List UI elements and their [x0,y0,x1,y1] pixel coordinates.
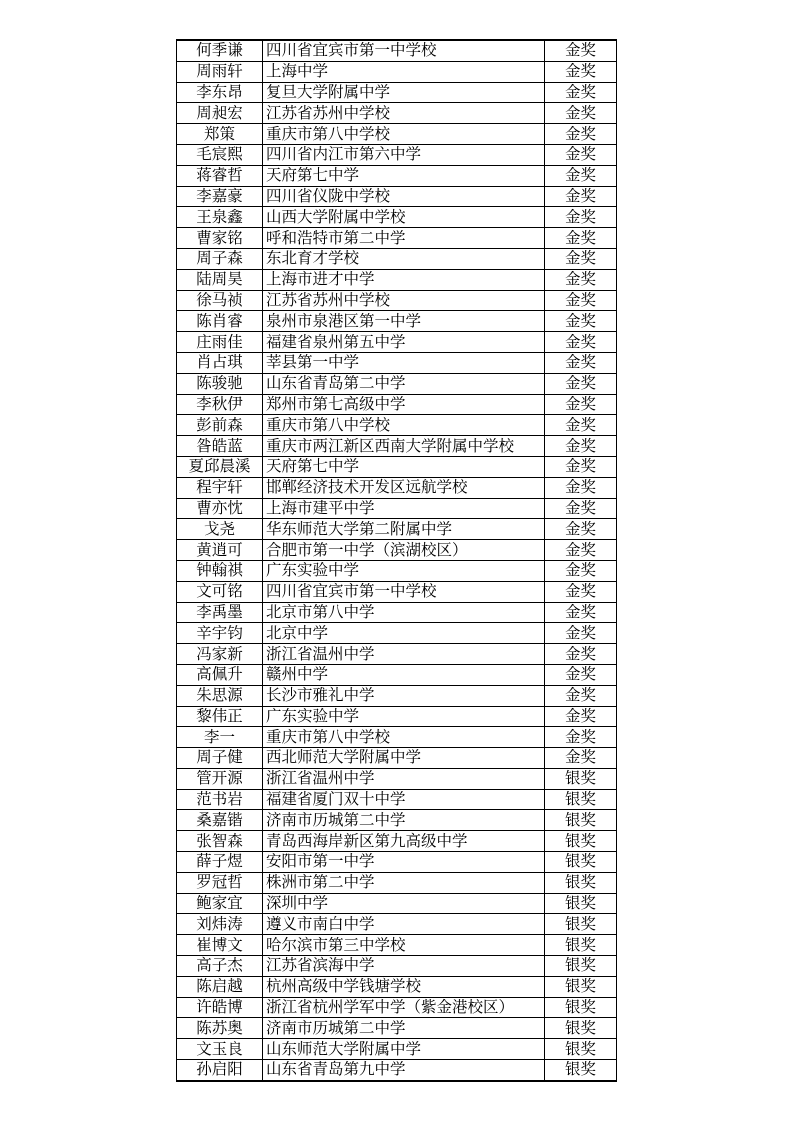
winner-award: 银奖 [545,1060,617,1081]
table-row [177,394,617,415]
winner-award: 银奖 [545,976,617,997]
winner-award: 金奖 [545,82,617,103]
table-row [177,560,617,581]
winner-award: 金奖 [545,602,617,623]
winner-school: 北京市第八中学 [263,602,545,623]
winner-school: 江苏省滨海中学 [263,956,545,977]
table-row [177,748,617,769]
table-row [177,144,617,165]
winner-school: 上海中学 [263,61,545,82]
winner-award: 金奖 [545,207,617,228]
winner-school: 四川省内江市第六中学 [263,144,545,165]
winner-award: 银奖 [545,789,617,810]
winner-name: 毛宸熙 [177,144,263,165]
winner-name: 何季谦 [177,40,263,61]
table-row [177,727,617,748]
winner-name: 陈肖睿 [177,311,263,332]
winner-school: 广东实验中学 [263,706,545,727]
winner-school: 山东省青岛第二中学 [263,373,545,394]
table-row [177,186,617,207]
winner-name: 陈骏驰 [177,373,263,394]
winner-name: 桑嘉锴 [177,810,263,831]
winner-name: 徐马祯 [177,290,263,311]
winner-name: 文玉良 [177,1039,263,1060]
winner-award: 金奖 [545,332,617,353]
winner-award: 金奖 [545,352,617,373]
winner-award: 银奖 [545,1039,617,1060]
table-row [177,581,617,602]
winner-school: 重庆市第八中学校 [263,124,545,145]
winner-school: 株洲市第二中学 [263,872,545,893]
winner-name: 戈尧 [177,519,263,540]
winner-school: 山西大学附属中学校 [263,207,545,228]
winner-name: 肖占琪 [177,352,263,373]
winner-name: 李一 [177,727,263,748]
table-row [177,831,617,852]
table-row [177,498,617,519]
table-row [177,373,617,394]
winner-name: 管开源 [177,768,263,789]
winner-award: 金奖 [545,581,617,602]
winner-name: 周子森 [177,248,263,269]
table-row [177,685,617,706]
winner-school: 遵义市南白中学 [263,914,545,935]
winner-name: 孙启阳 [177,1060,263,1081]
table-row [177,768,617,789]
winner-name: 李嘉豪 [177,186,263,207]
table-row [177,893,617,914]
winner-award: 金奖 [545,560,617,581]
table-row [177,269,617,290]
winner-name: 庄雨佳 [177,332,263,353]
winner-school: 复旦大学附属中学 [263,82,545,103]
winner-name: 高子杰 [177,956,263,977]
winner-award: 金奖 [545,269,617,290]
winner-school: 济南市历城第二中学 [263,1018,545,1039]
winner-name: 彭前森 [177,415,263,436]
winner-award: 金奖 [545,748,617,769]
winner-school: 邯郸经济技术开发区远航学校 [263,477,545,498]
winner-name: 周昶宏 [177,103,263,124]
table-row [177,165,617,186]
winner-award: 银奖 [545,831,617,852]
winner-school: 重庆市两江新区西南大学附属中学校 [263,436,545,457]
winner-school: 莘县第一中学 [263,352,545,373]
winner-name: 陈苏奥 [177,1018,263,1039]
table-row [177,664,617,685]
table-row [177,436,617,457]
winner-school: 江苏省苏州中学校 [263,290,545,311]
winner-award: 金奖 [545,540,617,561]
winner-award: 金奖 [545,519,617,540]
winner-name: 王泉鑫 [177,207,263,228]
winner-award: 金奖 [545,124,617,145]
winner-award: 金奖 [545,415,617,436]
winner-award: 银奖 [545,914,617,935]
winner-school: 长沙市雅礼中学 [263,685,545,706]
winner-name: 昝皓蓝 [177,436,263,457]
winner-name: 陆周昊 [177,269,263,290]
winner-name: 鲍家宜 [177,893,263,914]
winner-school: 赣州中学 [263,664,545,685]
winner-award: 银奖 [545,893,617,914]
winner-school: 北京中学 [263,623,545,644]
winner-award: 金奖 [545,165,617,186]
table-row [177,248,617,269]
winner-award: 银奖 [545,872,617,893]
table-row [177,956,617,977]
winner-name: 黎伟正 [177,706,263,727]
table-row [177,997,617,1018]
winner-award: 金奖 [545,248,617,269]
winner-name: 郑策 [177,124,263,145]
winner-name: 陈启越 [177,976,263,997]
table-row [177,40,617,61]
winner-name: 蒋睿哲 [177,165,263,186]
table-row [177,1060,617,1081]
winner-school: 泉州市泉港区第一中学 [263,311,545,332]
table-row [177,706,617,727]
winner-school: 杭州高级中学钱塘学校 [263,976,545,997]
table-row [177,290,617,311]
winner-name: 张智森 [177,831,263,852]
winner-school: 山东师范大学附属中学 [263,1039,545,1060]
winner-award: 金奖 [545,40,617,61]
winner-award: 金奖 [545,103,617,124]
winner-school: 浙江省杭州学军中学（紫金港校区） [263,997,545,1018]
winner-award: 金奖 [545,456,617,477]
winner-award: 金奖 [545,394,617,415]
table-row [177,415,617,436]
winner-award: 银奖 [545,852,617,873]
table-row [177,311,617,332]
table-row [177,914,617,935]
winner-school: 青岛西海岸新区第九高级中学 [263,831,545,852]
winner-award: 金奖 [545,644,617,665]
winner-award: 银奖 [545,1018,617,1039]
table-row [177,1018,617,1039]
winner-name: 冯家新 [177,644,263,665]
winner-school: 安阳市第一中学 [263,852,545,873]
winner-school: 重庆市第八中学校 [263,727,545,748]
winner-award: 银奖 [545,810,617,831]
winner-name: 黄逍可 [177,540,263,561]
winner-name: 周子健 [177,748,263,769]
winner-award: 金奖 [545,373,617,394]
table-row [177,872,617,893]
winner-school: 福建省厦门双十中学 [263,789,545,810]
winner-school: 东北育才学校 [263,248,545,269]
winner-award: 金奖 [545,144,617,165]
winner-school: 广东实验中学 [263,560,545,581]
winner-name: 文可铭 [177,581,263,602]
winner-school: 四川省宜宾市第一中学校 [263,581,545,602]
table-row [177,519,617,540]
winner-award: 金奖 [545,664,617,685]
table-row [177,976,617,997]
table-row [177,1039,617,1060]
winner-name: 高佩升 [177,664,263,685]
winner-school: 华东师范大学第二附属中学 [263,519,545,540]
winner-award: 银奖 [545,997,617,1018]
winner-school: 济南市历城第二中学 [263,810,545,831]
winner-school: 呼和浩特市第二中学 [263,228,545,249]
winner-name: 夏邱晨溪 [177,456,263,477]
winner-school: 天府第七中学 [263,165,545,186]
winner-award: 金奖 [545,685,617,706]
winner-award: 金奖 [545,290,617,311]
winner-name: 李秋伊 [177,394,263,415]
table-row [177,540,617,561]
winner-school: 上海市建平中学 [263,498,545,519]
winner-school: 浙江省温州中学 [263,644,545,665]
award-table [176,39,617,1082]
winner-school: 江苏省苏州中学校 [263,103,545,124]
winner-name: 李东昂 [177,82,263,103]
table-row [177,228,617,249]
table-row [177,477,617,498]
award-table-body [177,40,617,1081]
winner-school: 哈尔滨市第三中学校 [263,935,545,956]
winner-name: 李禹墨 [177,602,263,623]
winner-school: 郑州市第七高级中学 [263,394,545,415]
winner-school: 天府第七中学 [263,456,545,477]
winner-school: 上海市进才中学 [263,269,545,290]
winner-school: 福建省泉州第五中学 [263,332,545,353]
table-row [177,332,617,353]
table-row [177,789,617,810]
table-row [177,456,617,477]
table-row [177,810,617,831]
winner-award: 金奖 [545,61,617,82]
winner-award: 金奖 [545,623,617,644]
table-row [177,207,617,228]
winner-award: 金奖 [545,186,617,207]
table-row [177,124,617,145]
table-row [177,352,617,373]
winner-name: 朱思源 [177,685,263,706]
winner-name: 程宇轩 [177,477,263,498]
winner-name: 许皓博 [177,997,263,1018]
winner-name: 薛子煜 [177,852,263,873]
winner-school: 四川省仪陇中学校 [263,186,545,207]
table-row [177,935,617,956]
winner-award: 金奖 [545,477,617,498]
winner-name: 刘炜涛 [177,914,263,935]
winner-school: 深圳中学 [263,893,545,914]
winner-name: 罗冠哲 [177,872,263,893]
winner-school: 重庆市第八中学校 [263,415,545,436]
winner-award: 金奖 [545,727,617,748]
winner-name: 曹亦忱 [177,498,263,519]
table-row [177,602,617,623]
winner-award: 银奖 [545,956,617,977]
winner-award: 银奖 [545,768,617,789]
winner-school: 四川省宜宾市第一中学校 [263,40,545,61]
winner-name: 崔博文 [177,935,263,956]
winner-school: 山东省青岛第九中学 [263,1060,545,1081]
winner-name: 曹家铭 [177,228,263,249]
winner-award: 金奖 [545,706,617,727]
table-row [177,644,617,665]
winner-award: 银奖 [545,935,617,956]
winner-award: 金奖 [545,311,617,332]
table-row [177,852,617,873]
table-row [177,82,617,103]
winner-school: 浙江省温州中学 [263,768,545,789]
winner-name: 辛宇钧 [177,623,263,644]
winner-award: 金奖 [545,228,617,249]
winner-award: 金奖 [545,498,617,519]
winner-name: 钟翰祺 [177,560,263,581]
table-row [177,61,617,82]
winner-school: 合肥市第一中学（滨湖校区） [263,540,545,561]
winner-name: 周雨轩 [177,61,263,82]
table-row [177,103,617,124]
winner-school: 西北师范大学附属中学 [263,748,545,769]
table-row [177,623,617,644]
winner-name: 范书岩 [177,789,263,810]
winner-award: 金奖 [545,436,617,457]
